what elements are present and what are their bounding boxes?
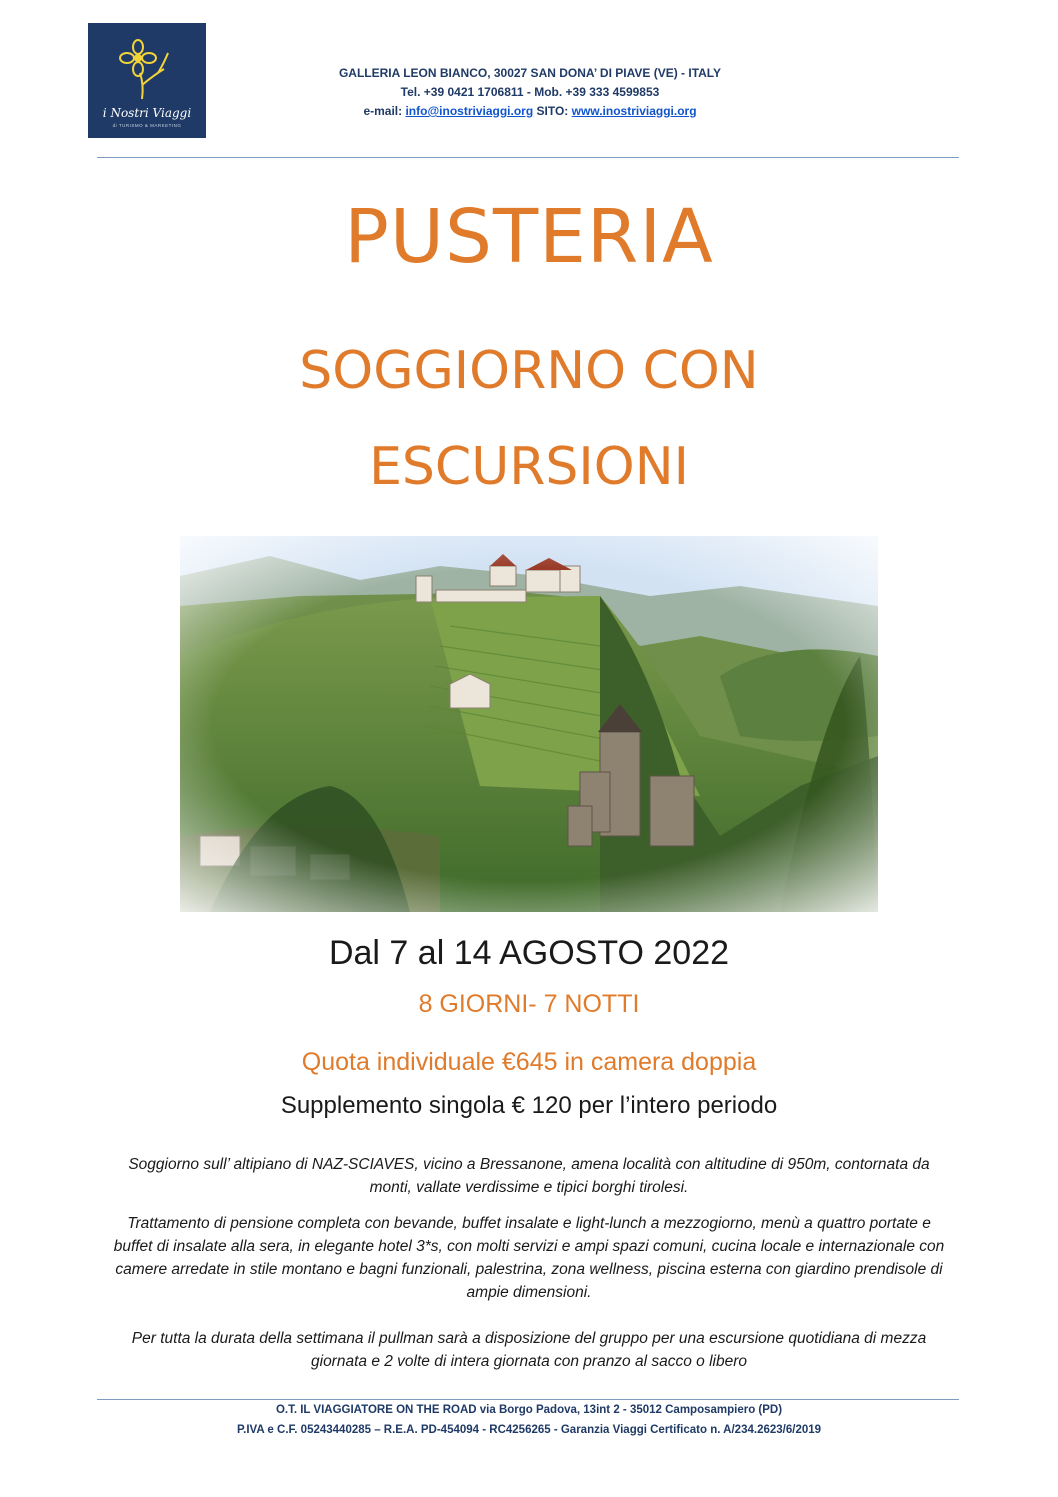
site-label: SITO:	[536, 104, 569, 118]
flower-icon	[118, 39, 176, 101]
trip-price: Quota individuale €645 in camera doppia	[301, 1048, 757, 1076]
description-excursions: Per tutta la durata della settimana il pullman sarà a disposizione del gruppo per una escursione quotidiana di mezza giornata e 2 volte di intera giornata con pranzo al sacco o libero	[131, 1330, 927, 1370]
footer-divider	[97, 1399, 959, 1400]
agency-web-contacts	[260, 104, 800, 118]
operator-address: O.T. IL VIAGGIATORE ON THE ROAD via Borgo Padova, 13int 2 - 35012 Camposampiero (PD)	[275, 1404, 783, 1416]
description-board: Trattamento di pensione completa con bevande, buffet insalate e light-lunch a mezzogiorno, menù a quattro portate e buffet di insalate alla sera, in elegante hotel 3*s, con molti servizi e ampi spazi comuni, cucina locale e internazionale con camere arredate in stile montano e bagni funzionali, palestrina, zona wellness, piscina esterna con giardino prendisole di ampie dimensioni.	[113, 1215, 945, 1301]
trip-dates: Dal 7 al 14 AGOSTO 2022	[328, 934, 730, 972]
landscape-photo	[180, 536, 878, 912]
agency-address: GALLERIA LEON BIANCO, 30027 SAN DONA’ DI PIAVE (VE) - ITALY	[338, 66, 722, 80]
email-link[interactable]: info@inostriviaggi.org	[405, 104, 534, 118]
agency-phones: Tel. +39 0421 1706811 - Mob. +39 333 4599853	[400, 85, 660, 99]
logo-brand-name: i Nostri Viaggi	[102, 106, 192, 120]
header-divider	[97, 157, 959, 158]
brand-logo	[88, 23, 206, 138]
trip-duration: 8 GIORNI- 7 NOTTI	[418, 990, 640, 1018]
subtitle-line-1: SOGGIORNO CON	[299, 341, 759, 401]
destination-title: PUSTERIA	[344, 194, 714, 280]
single-supplement: Supplemento singola € 120 per l’intero periodo	[280, 1092, 778, 1119]
logo-tagline: di TURISMO & MARKETING	[112, 123, 182, 128]
subtitle-line-2: ESCURSIONI	[369, 437, 689, 497]
description-location: Soggiorno sull’ altipiano di NAZ-SCIAVES, vicino a Bressanone, amena località con altitudine di 950m, contornata da monti, vallate verdissime e tipici borghi tirolesi.	[128, 1156, 930, 1196]
email-label: e-mail:	[363, 104, 403, 118]
website-link[interactable]: www.inostriviaggi.org	[571, 104, 697, 118]
operator-registration: P.IVA e C.F. 05243440285 – R.E.A. PD-454094 - RC4256265 - Garanzia Viaggi Certificato n. A/234.2623/6/2019	[236, 1424, 822, 1436]
